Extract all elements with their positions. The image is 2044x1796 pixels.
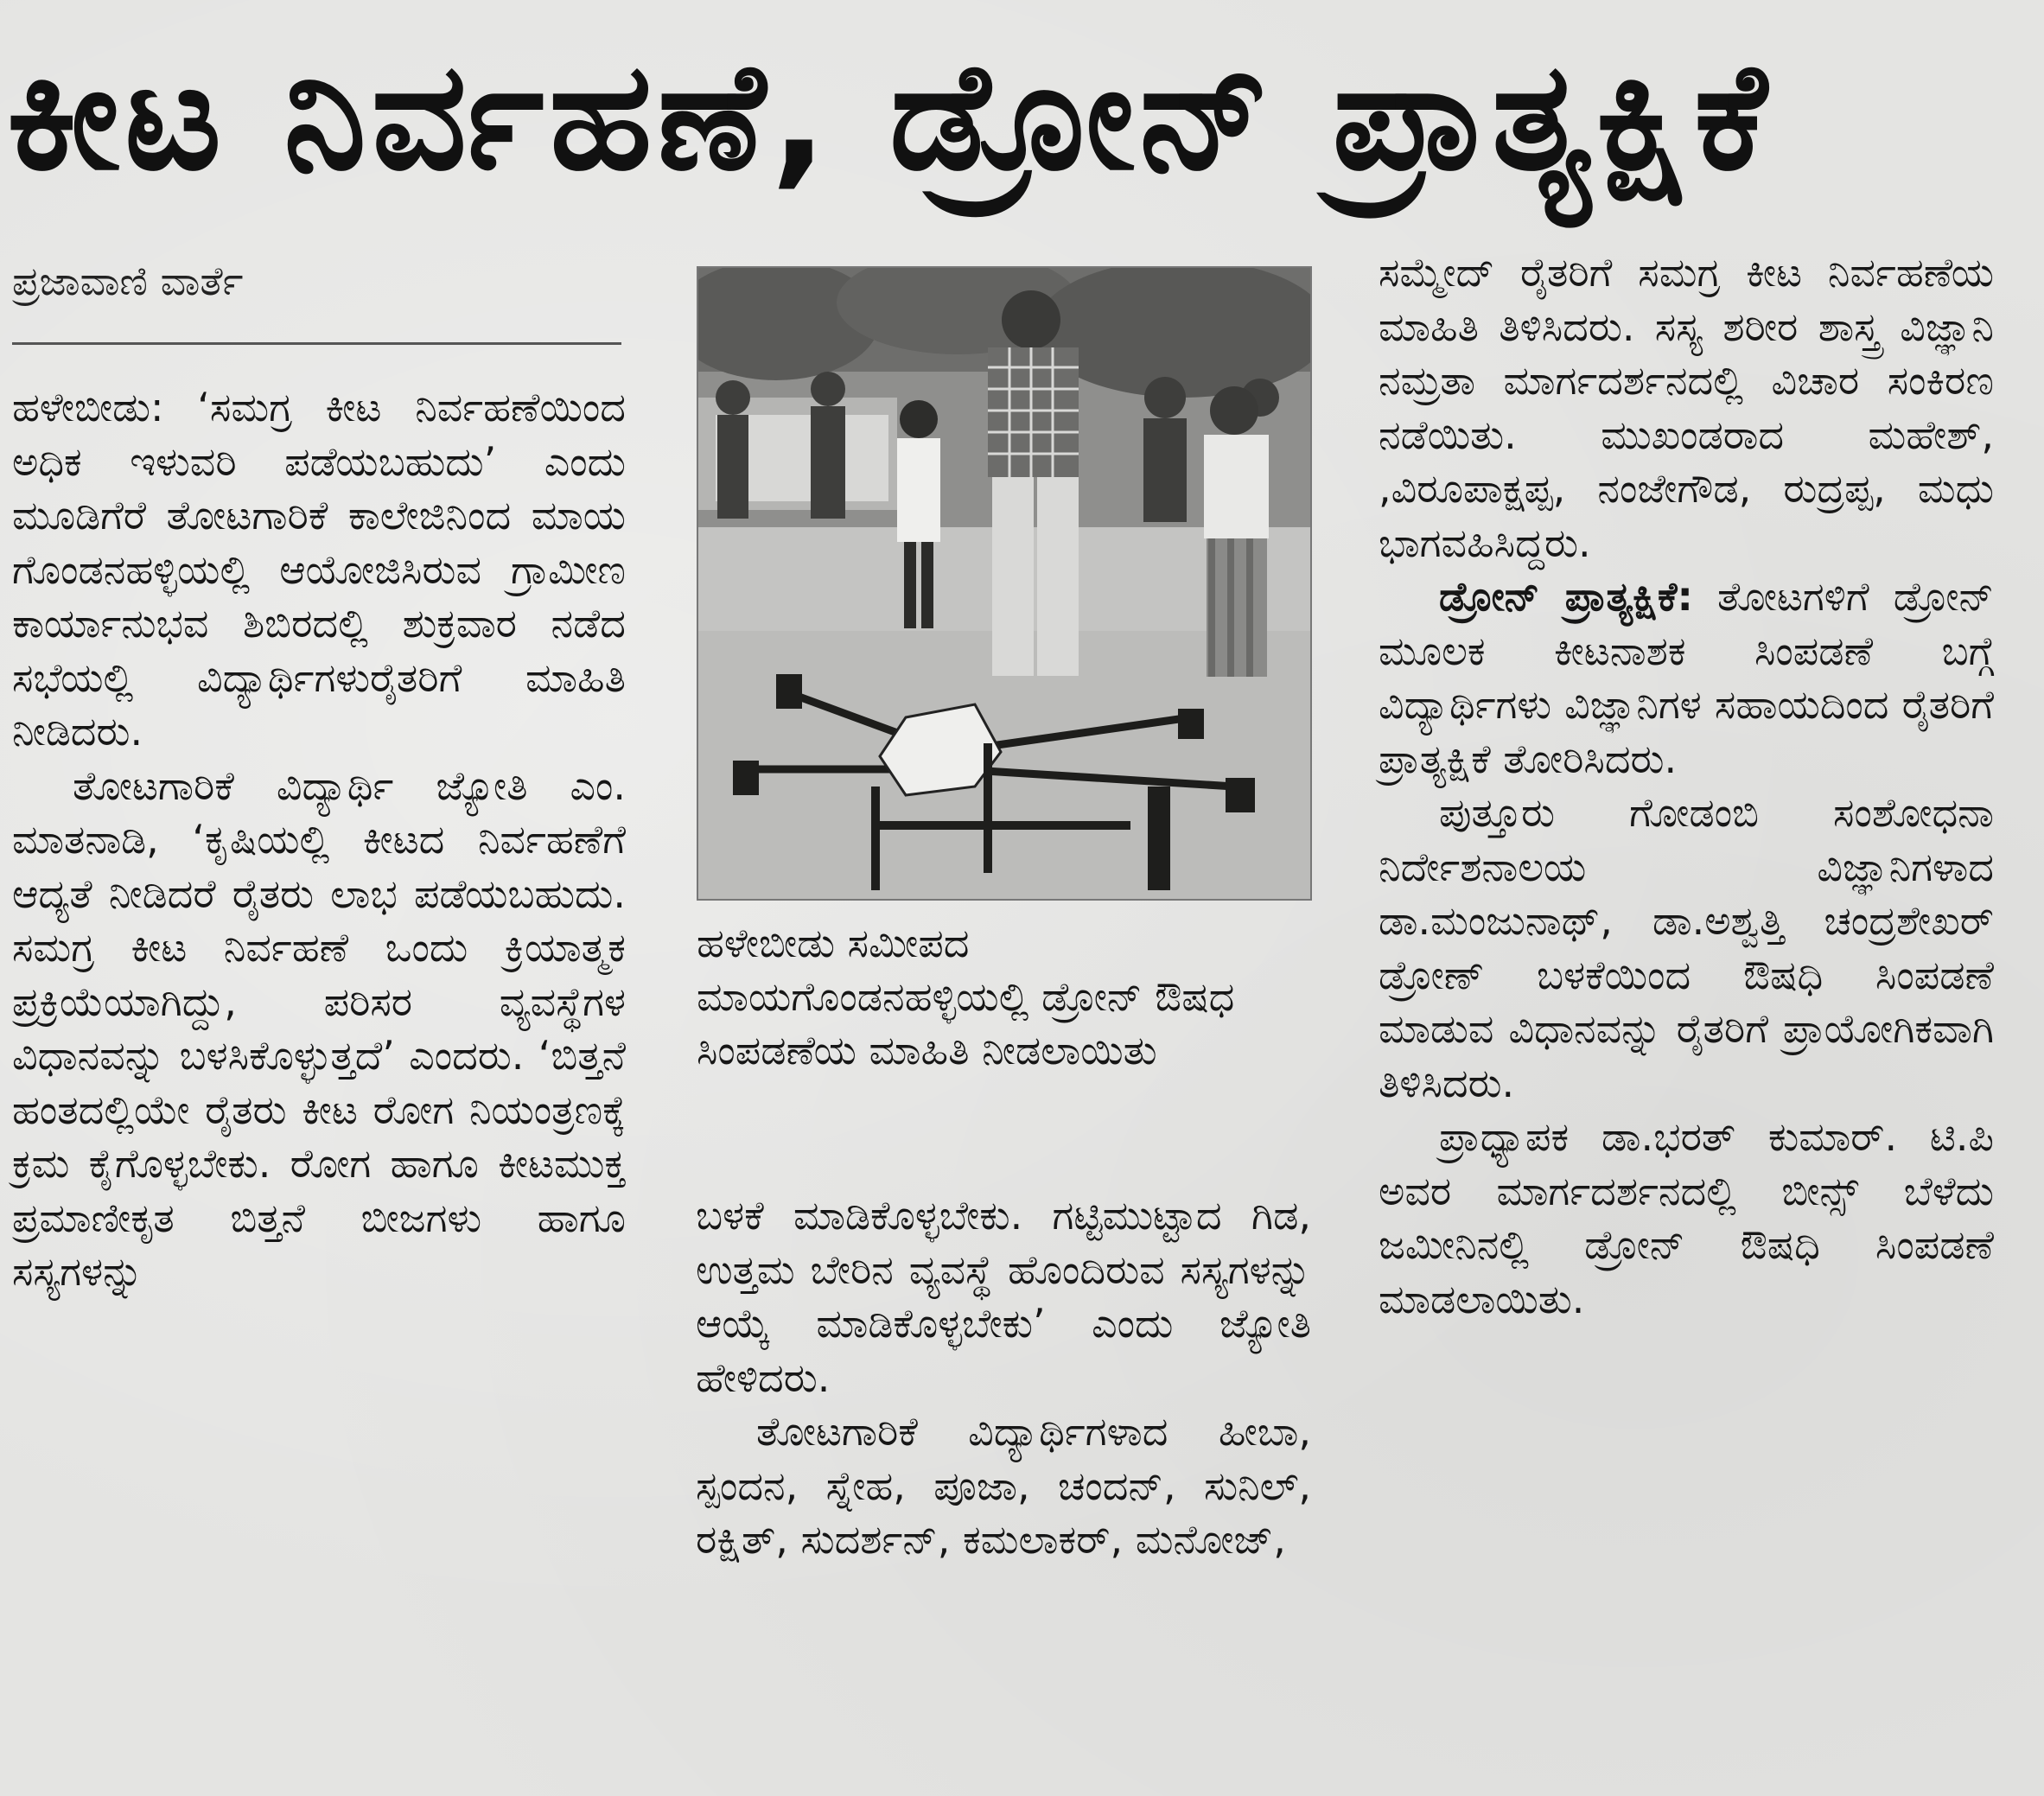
paragraph: ತೋಟಗಾರಿಕೆ ವಿದ್ಯಾರ್ಥಿ ಜ್ಯೋತಿ ಎಂ. ಮಾತನಾಡಿ, ‘ಕೃಷಿಯಲ್ಲಿ ಕೀಟದ ನಿರ್ವಹಣೆಗೆ ಆದ್ಯತೆ ನೀಡಿದರೆ ರೈತರು ಲಾಭ ಪಡೆಯಬಹುದು. ಸಮಗ್ರ ಕೀಟ ನಿರ್ವಹಣೆ ಒಂದು ಕ್ರಿಯಾತ್ಮಕ ಪ್ರಕ್ರಿಯೆಯಾಗಿದ್ದು, ಪರಿಸರ ವ್ಯವಸ್ಥೆಗಳ ವಿಧಾನವನ್ನು ಬಳಸಿಕೊಳ್ಳುತ್ತದೆ’ ಎಂದರು. ‘ಬಿತ್ತನೆ ಹಂತದಲ್ಲಿಯೇ ರೈತರು ಕೀಟ ರೋಗ ನಿಯಂತ್ರಣಕ್ಕೆ ಕ್ರಮ ಕೈಗೊಳ್ಳಬೇಕು. ರೋಗ ಹಾಗೂ ಕೀಟಮುಕ್ತ ಪ್ರಮಾಣೀಕೃತ ಬಿತ್ತನೆ ಬೀಜಗಳು ಹಾಗೂ ಸಸ್ಯಗಳನ್ನು: [12, 761, 626, 1295]
byline-divider: [12, 342, 621, 345]
subhead-paragraph: [1379, 570, 1994, 786]
article-column-2: [696, 1188, 1311, 1567]
paragraph: ಪುತ್ತೂರು ಗೋಡಂಬಿ ಸಂಶೋಧನಾ ನಿರ್ದೇಶನಾಲಯ ವಿಜ್ಞಾನಿಗಳಾದ ಡಾ.ಮಂಜುನಾಥ್, ಡಾ.ಅಶ್ವತ್ತಿ ಚಂದ್ರಶೇಖರ್ ಡ್ರೋಣ್ ಬಳಕೆಯಿಂದ ಔಷಧಿ ಸಿಂಪಡಣೆ ಮಾಡುವ ವಿಧಾನವನ್ನು ರೈತರಿಗೆ ಪ್ರಾಯೋಗಿಕವಾಗಿ ತಿಳಿಸಿದರು.: [1379, 789, 1994, 1106]
paragraph: ಸಮ್ಮೇದ್ ರೈತರಿಗೆ ಸಮಗ್ರ ಕೀಟ ನಿರ್ವಹಣೆಯ ಮಾಹಿತಿ ತಿಳಿಸಿದರು. ಸಸ್ಯ ಶರೀರ ಶಾಸ್ತ್ರ ವಿಜ್ಞಾನಿ ನಮ್ರತಾ ಮಾರ್ಗದರ್ಶನದಲ್ಲಿ ವಿಚಾರ ಸಂಕಿರಣ ನಡೆಯಿತು. ಮುಖಂಡರಾದ ಮಹೇಶ್, ,ವಿರೂಪಾಕ್ಷಪ್ಪ, ನಂಜೇಗೌಡ, ರುದ್ರಪ್ಪ, ಮಧು ಭಾಗವಹಿಸಿದ್ದರು.: [1379, 249, 1994, 566]
byline: ಪ್ರಜಾವಾಣಿ ವಾರ್ತೆ: [12, 258, 244, 304]
photo-caption: ಹಳೇಬೀಡು ಸಮೀಪದ ಮಾಯಗೊಂಡನಹಳ್ಳಿಯಲ್ಲಿ ಡ್ರೋನ್ ಔಷಧ ಸಿಂಪಡಣೆಯ ಮಾಹಿತಿ ನೀಡಲಾಯಿತು: [697, 920, 1235, 1073]
paragraph: ಬಳಕೆ ಮಾಡಿಕೊಳ್ಳಬೇಕು. ಗಟ್ಟಿಮುಟ್ಟಾದ ಗಿಡ, ಉತ್ತಮ ಬೇರಿನ ವ್ಯವಸ್ಥೆ ಹೊಂದಿರುವ ಸಸ್ಯಗಳನ್ನು ಆಯ್ಕೆ ಮಾಡಿಕೊಳ್ಳಬೇಕು’ ಎಂದು ಜ್ಯೋತಿ ಹೇಳಿದರು.: [696, 1192, 1311, 1401]
headline: ಕೀಟ ನಿರ್ವಹಣೆ, ಡ್ರೋನ್ ಪ್ರಾತ್ಯಕ್ಷಿಕೆ: [7, 29, 1773, 203]
news-photo: [697, 266, 1312, 901]
paragraph: ತೋಟಗಾರಿಕೆ ವಿದ್ಯಾರ್ಥಿಗಳಾದ ಹೀಬಾ, ಸ್ಪಂದನ, ಸ್ನೇಹ, ಪೂಜಾ, ಚಂದನ್, ಸುನಿಲ್, ರಕ್ಷಿತ್, ಸುದರ್ಶನ್, ಕಮಲಾಕರ್, ಮನೋಜ್,: [696, 1408, 1311, 1563]
article-column-1: [12, 380, 626, 1299]
drone-demonstration-photo: [698, 268, 1310, 899]
paragraph: ಪ್ರಾಧ್ಯಾಪಕ ಡಾ.ಭರತ್ ಕುಮಾರ್. ಟಿ.ಪಿ ಅವರ ಮಾರ್ಗದರ್ಶನದಲ್ಲಿ ಬೀನ್ಸ್ ಬೆಳೆದು ಜಮೀನಿನಲ್ಲಿ ಡ್ರೋನ್ ಔಷಧಿ ಸಿಂಪಡಣೆ ಮಾಡಲಾಯಿತು.: [1379, 1113, 1994, 1322]
paragraph: ಹಳೇಬೀಡು: ‘ಸಮಗ್ರ ಕೀಟ ನಿರ್ವಹಣೆಯಿಂದ ಅಧಿಕ ಇಳುವರಿ ಪಡೆಯಬಹುದು’ ಎಂದು ಮೂಡಿಗೆರೆ ತೋಟಗಾರಿಕೆ ಕಾಲೇಜಿನಿಂದ ಮಾಯ ಗೊಂಡನಹಳ್ಳಿಯಲ್ಲಿ ಆಯೋಜಿಸಿರುವ ಗ್ರಾಮೀಣ ಕಾರ್ಯಾನುಭವ ಶಿಬಿರದಲ್ಲಿ ಶುಕ್ರವಾರ ನಡೆದ ಸಭೆಯಲ್ಲಿ ವಿದ್ಯಾರ್ಥಿಗಳುರೈತರಿಗೆ ಮಾಹಿತಿ ನೀಡಿದರು.: [12, 384, 626, 755]
article-column-3: [1379, 245, 1994, 1326]
subhead-drone-demo: ಡ್ರೋನ್ ಪ್ರಾತ್ಯಕ್ಷಿಕೆ:: [1439, 573, 1693, 620]
paragraph-text: ತೋಟಗಳಿಗೆ ಡ್ರೋನ್ ಮೂಲಕ ಕೀಟನಾಶಕ ಸಿಂಪಡಣೆ ಬಗ್ಗೆ ವಿದ್ಯಾರ್ಥಿಗಳು ವಿಜ್ಞಾನಿಗಳ ಸಹಾಯದಿಂದ ರೈತರಿಗೆ ಪ್ರಾತ್ಯಕ್ಷಿಕೆ ತೋರಿಸಿದರು.: [1379, 573, 1994, 782]
